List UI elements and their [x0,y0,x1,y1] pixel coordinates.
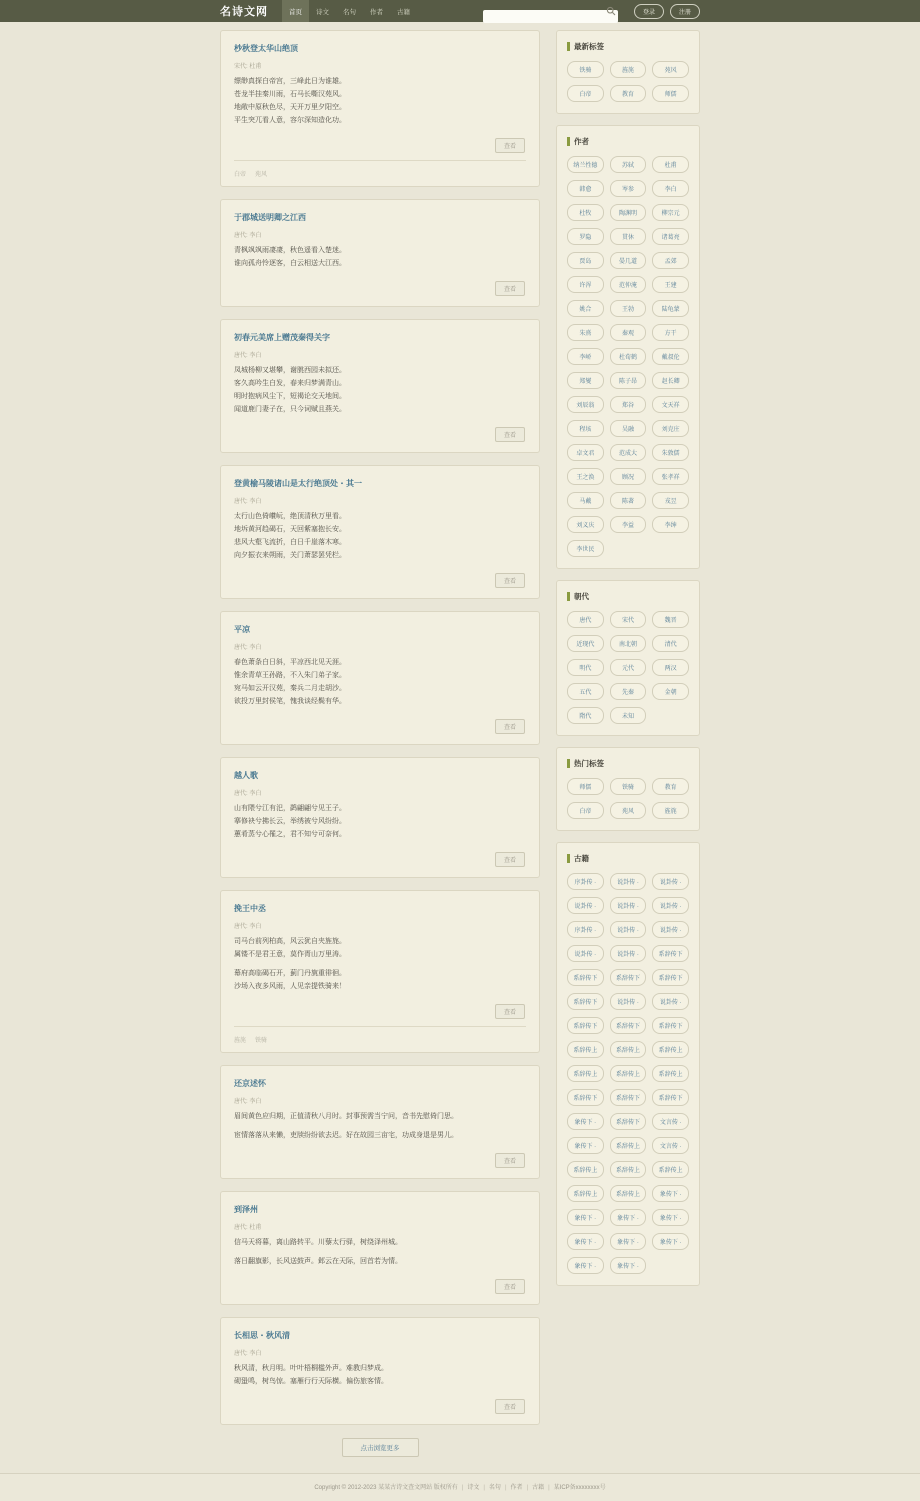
dynasty-link[interactable]: 宋代 [610,611,647,628]
view-button[interactable]: 查看 [495,427,525,442]
poem-actions [235,849,525,867]
footer-link[interactable]: | 作者 [501,1485,523,1491]
tag-link[interactable]: 白帝 [567,85,604,102]
poem-line: 客久高吟生白发，春来归梦满青山。 [234,380,346,387]
poem-line: 向夕振衣来朔雨，关门萧瑟罢凭栏。 [234,552,346,559]
load-more-wrap [220,1437,540,1457]
dynasties-title [567,591,689,602]
poem-tags-row [234,1026,526,1044]
book-chapter-link[interactable]: 系辞传下 [652,945,689,962]
poem-author: 李白 [249,645,262,651]
tag-link[interactable]: 教育 [610,85,647,102]
book-chapter-link[interactable]: 系辞传上 [567,1161,604,1178]
book-chapter-link[interactable]: 说卦传 · [610,897,647,914]
tag-link[interactable]: 苑风 [652,61,689,78]
book-chapter-link[interactable]: 系辞传下 [567,1089,604,1106]
tag-link[interactable]: 旌旄 [652,802,689,819]
poem-author: 李白 [249,233,262,239]
footer [0,1473,920,1501]
book-chapter-link[interactable]: 象传下 · [652,1233,689,1250]
poem-title-link[interactable]: 初春元美席上赠茂秦得关字 [234,332,330,342]
section-accent-bar [567,42,570,51]
book-chapter-link[interactable]: 系辞传下 [567,1017,604,1034]
poem-line: 欲投万里封侯笔，愧我谈经鬓有华。 [234,698,346,705]
poem-dynasty: 唐代 [234,1351,247,1357]
author-link[interactable]: 杜甫 [652,156,689,173]
author-link[interactable]: 刘辰翁 [567,396,604,413]
poem-dynasty: 唐代 [234,499,247,505]
book-chapter-link[interactable]: 系辞传上 [567,1185,604,1202]
poem-tag-link[interactable]: 白帝 [234,172,247,178]
author-link[interactable]: 孟郊 [652,252,689,269]
poem-body [234,1236,526,1268]
icp-number: | 某ICP备xxxxxxxx号 [544,1485,606,1491]
dynasty-link[interactable]: 未知 [610,707,647,724]
author-link[interactable]: 朱熹 [567,324,604,341]
book-chapter-link[interactable]: 系辞传上 [610,1185,647,1202]
author-link[interactable]: 马戴 [567,492,604,509]
view-button[interactable]: 查看 [495,138,525,153]
book-chapter-link[interactable]: 说卦传 · [610,873,647,890]
book-chapter-link[interactable]: 象传下 · [652,1209,689,1226]
section-accent-bar [567,137,570,146]
dynasty-link[interactable]: 魏晋 [652,611,689,628]
author-link[interactable]: 陈著 [610,492,647,509]
view-button[interactable]: 查看 [495,1004,525,1019]
dynasties-grid [567,611,689,724]
poem-line: 属镂不是君王意，莫作胥山万里涛。 [234,951,346,958]
poem-line: 凤城杨柳又堪攀，谢朓西园未拟还。 [234,367,346,374]
author-link[interactable]: 张孝祥 [652,468,689,485]
poem-card [220,465,540,599]
book-chapter-link[interactable]: 象传下 · [610,1209,647,1226]
author-link[interactable]: 陶渊明 [610,204,647,221]
tag-link[interactable]: 师儒 [567,778,604,795]
footer-link[interactable]: | 诗文 [458,1485,480,1491]
author-link[interactable]: 李益 [610,516,647,533]
dynasty-link[interactable]: 先秦 [610,683,647,700]
book-chapter-link[interactable]: 说卦传 · [610,993,647,1010]
author-link[interactable]: 郑谷 [610,396,647,413]
hot-tags-grid [567,778,689,819]
dynasty-link[interactable]: 隋代 [567,707,604,724]
poem-meta: 唐代: 李白 [234,791,262,797]
book-chapter-link[interactable]: 系辞传下 [567,969,604,986]
poem-line: 地坼黄河趋碣石，天回紫塞抱长安。 [234,526,346,533]
poem-actions [235,1396,525,1414]
poem-dynasty: 唐代 [234,1099,247,1105]
section-title-text: 热门标签 [574,759,604,768]
poem-author: 李白 [249,1351,262,1357]
poem-body [234,75,526,127]
search-icon[interactable] [606,6,616,16]
poem-tag-link[interactable]: 苑风 [255,172,268,178]
author-link[interactable]: 王勃 [610,300,647,317]
author-link[interactable]: 朱敦儒 [652,444,689,461]
poem-title-link[interactable]: 到泽州 [234,1204,258,1214]
register-button[interactable]: 注册 [670,4,700,19]
book-chapter-link[interactable]: 系辞传上 [610,1041,647,1058]
poem-line: 山有隈兮江有汜，鹢翩翩兮见王子。 [234,805,346,812]
author-link[interactable]: 秦观 [610,324,647,341]
book-chapter-link[interactable]: 系辞传上 [567,1041,604,1058]
poem-tag-link[interactable]: 铁骑 [255,1038,268,1044]
poem-dynasty: 宋代 [234,64,247,70]
author-link[interactable]: 李峤 [567,348,604,365]
poem-card [220,757,540,878]
poem-meta: 宋代: 杜甫 [234,64,262,70]
dynasty-link[interactable]: 五代 [567,683,604,700]
main-nav [282,0,417,22]
poem-line: 地敞中原秋色尽，天开万里夕阳空。 [234,104,346,111]
poem-title-link[interactable]: 登黄榆马陵诸山是太行绝顶处・其一 [234,478,362,488]
dynasty-link[interactable]: 清代 [652,635,689,652]
poem-dynasty: 唐代 [234,353,247,359]
poem-author: 李白 [249,353,262,359]
nav-item[interactable]: 诗文 [316,8,329,16]
poem-line: 惟余青草王孙路，不入朱门弟子家。 [234,672,346,679]
dynasty-link[interactable]: 近现代 [567,635,604,652]
author-link[interactable]: 顾况 [610,468,647,485]
poem-title-link[interactable]: 还京述怀 [234,1078,266,1088]
author-link[interactable]: 贾岛 [567,252,604,269]
poem-meta: 唐代: 杜甫 [234,1225,262,1231]
poem-card [220,890,540,1053]
book-chapter-link[interactable]: 文言传 · [652,1113,689,1130]
poem-body [234,935,526,993]
poem-meta: 唐代: 李白 [234,1351,262,1357]
view-button[interactable]: 查看 [495,281,525,296]
books-grid [567,873,689,1274]
dynasty-link[interactable]: 元代 [610,659,647,676]
section-accent-bar [567,854,570,863]
poem-dynasty: 唐代 [234,645,247,651]
poem-body [234,802,526,841]
view-button[interactable]: 查看 [495,573,525,588]
dynasty-link[interactable]: 明代 [567,659,604,676]
author-link[interactable]: 陆龟蒙 [652,300,689,317]
poem-line: 信马天将暮，离山路转平。川藜太行驿，树绕泽州城。 [234,1239,402,1246]
author-link[interactable]: 许浑 [567,276,604,293]
author-link[interactable]: 程垓 [567,420,604,437]
poem-line: 落日翻旗影，长风送鼓声。邺云在天际，回首若为情。 [234,1258,402,1265]
poem-line: 司马台前列柏高，风云犹自夹旌旄。 [234,938,346,945]
poem-line: 眉间黄色应归期，正值清秋八月时。封事预需当宁问，音书先慰倚门思。 [234,1113,458,1120]
hot-tags-title [567,758,689,769]
section-title-text: 最新标签 [574,42,604,51]
main-content [220,22,700,1473]
poem-body [234,1110,526,1142]
nav-item[interactable]: 作者 [370,8,383,16]
author-link[interactable]: 戎昱 [652,492,689,509]
dynasty-link[interactable]: 唐代 [567,611,604,628]
latest-tags-title [567,41,689,52]
poem-actions [235,716,525,734]
author-link[interactable]: 诸葛亮 [652,228,689,245]
poem-author: 李白 [249,499,262,505]
section-title-text: 古籍 [574,854,589,863]
section-title-text: 朝代 [574,592,589,601]
books-title [567,853,689,864]
poem-card [220,30,540,187]
dynasty-link[interactable]: 两汉 [652,659,689,676]
poem-line: 太行山色倚巑岏，绝顶清秋万里看。 [234,513,346,520]
book-chapter-link[interactable]: 系辞传上 [610,1161,647,1178]
book-chapter-link[interactable]: 系辞传上 [652,1041,689,1058]
book-chapter-link[interactable]: 说卦传 · [652,921,689,938]
poem-card [220,1317,540,1425]
poem-tag-link[interactable]: 旌旄 [234,1038,247,1044]
poem-line: 搴修袂兮拂长云，举绣被兮风纷纷。 [234,818,346,825]
poem-author: 李白 [249,1099,262,1105]
book-chapter-link[interactable]: 象传下 · [567,1209,604,1226]
site-logo[interactable]: 名诗文网 [220,5,268,18]
tag-link[interactable]: 苑风 [610,802,647,819]
hot-tags-box [556,747,700,831]
poem-line: 春色萧条白日斜，平凉西北见天涯。 [234,659,346,666]
poem-line: 平生突兀看人意，容尔深知造化功。 [234,117,346,124]
author-link[interactable]: 姚合 [567,300,604,317]
author-link[interactable]: 晏几道 [610,252,647,269]
book-chapter-link[interactable]: 序卦传 · [567,873,604,890]
view-button[interactable]: 查看 [495,1279,525,1294]
author-link[interactable]: 王建 [652,276,689,293]
poem-line: 沙场入夜多风雨，人见亲提铁骑来！ [234,983,346,990]
poem-title-link[interactable]: 挽王中丞 [234,903,266,913]
author-link[interactable]: 岑参 [610,180,647,197]
poem-card [220,1065,540,1179]
poem-card [220,199,540,307]
book-chapter-link[interactable]: 系辞传下 [652,1089,689,1106]
poem-dynasty: 唐代 [234,233,247,239]
poem-actions [235,135,525,153]
book-chapter-link[interactable]: 说卦传 · [652,873,689,890]
author-link[interactable]: 陈子昂 [610,372,647,389]
copyright-text: Copyright © 2012-2023 某某古诗文查文网站 版权所有 [314,1485,458,1491]
poem-dynasty: 唐代 [234,791,247,797]
poem-line: 宦情落落从来懒，吏牍纷纷欲去迟。好在故园三亩宅，功成身退是男儿。 [234,1132,458,1139]
book-chapter-link[interactable]: 系辞传上 [610,1137,647,1154]
poem-meta: 唐代: 李白 [234,645,262,651]
author-link[interactable]: 文天祥 [652,396,689,413]
section-title-text: 作者 [574,137,589,146]
footer-links [458,1485,544,1491]
poem-meta: 唐代: 李白 [234,924,262,930]
poem-line: 幕府高临碣石开，蓟门丹旐重徘徊。 [234,970,346,977]
author-link[interactable]: 苏轼 [610,156,647,173]
poem-body [234,1362,526,1388]
poem-line: 蕙肴蒸兮心罹之，君不知兮可奈何。 [234,831,346,838]
view-button[interactable]: 查看 [495,719,525,734]
dynasty-link[interactable]: 南北朝 [610,635,647,652]
book-chapter-link[interactable]: 系辞传下 [610,969,647,986]
poem-body [234,244,526,270]
author-link[interactable]: 王之涣 [567,468,604,485]
poem-line: 谁向孤舟怜逐客，白云相送大江西。 [234,260,346,267]
book-chapter-link[interactable]: 象传下 · [567,1257,604,1274]
footer-link[interactable]: | 古籍 [523,1485,545,1491]
poem-title-link[interactable]: 杪秋登太华山绝顶 [234,43,298,53]
book-chapter-link[interactable]: 序卦传 · [567,921,604,938]
poem-body [234,656,526,708]
book-chapter-link[interactable]: 象传下 · [610,1233,647,1250]
author-link[interactable]: 刘义庆 [567,516,604,533]
poem-dynasty: 唐代 [234,924,247,930]
book-chapter-link[interactable]: 说卦传 · [652,993,689,1010]
poem-meta: 唐代: 李白 [234,353,262,359]
poem-title-link[interactable]: 长相思・秋风清 [234,1330,290,1340]
poem-line: 秋风清，秋月明。叶叶梧桐槛外声。难教归梦成。 [234,1365,388,1372]
books-box [556,842,700,1286]
book-chapter-link[interactable]: 说卦传 · [567,945,604,962]
author-link[interactable]: 杜牧 [567,204,604,221]
poem-dynasty: 唐代 [234,1225,247,1231]
author-link[interactable]: 柳宗元 [652,204,689,221]
poem-line: 明时抱病风尘下，短褐论交天地间。 [234,393,346,400]
login-button[interactable]: 登录 [634,4,664,19]
poem-actions [235,1150,525,1168]
tag-link[interactable]: 铁骑 [567,61,604,78]
nav-item[interactable]: 古籍 [397,8,410,16]
load-more-button[interactable]: 点击浏览更多 [342,1438,419,1457]
latest-tags-box [556,30,700,114]
poem-actions [235,1276,525,1294]
poem-line: 青枫飒飒雨凄凄，秋色遥看入楚迷。 [234,247,346,254]
book-chapter-link[interactable]: 系辞传上 [610,1065,647,1082]
tag-link[interactable]: 旌旄 [610,61,647,78]
book-chapter-link[interactable]: 系辞传下 [567,993,604,1010]
author-link[interactable]: 卓文君 [567,444,604,461]
book-chapter-link[interactable]: 文言传 · [652,1137,689,1154]
book-chapter-link[interactable]: 系辞传下 [652,969,689,986]
author-link[interactable]: 李白 [652,180,689,197]
author-link[interactable]: 刘克庄 [652,420,689,437]
author-link[interactable]: 方干 [652,324,689,341]
poem-card [220,319,540,453]
author-link[interactable]: 赵长卿 [652,372,689,389]
poem-card [220,1191,540,1305]
tag-link[interactable]: 师儒 [652,85,689,102]
poem-line: 闻道鹿门妻子在，只今词赋且燕关。 [234,406,346,413]
poem-title-link[interactable]: 平凉 [234,624,250,634]
author-link[interactable]: 杜荀鹤 [610,348,647,365]
authors-box [556,125,700,569]
author-link[interactable]: 李世民 [567,540,604,557]
author-link[interactable]: 韩愈 [567,180,604,197]
book-chapter-link[interactable]: 说卦传 · [610,921,647,938]
book-chapter-link[interactable]: 象传下 · [652,1185,689,1202]
sidebar [556,30,700,1297]
poem-actions [235,424,525,442]
nav-item[interactable]: 首页 [282,0,309,22]
poem-body [234,510,526,562]
author-link[interactable]: 郑燮 [567,372,604,389]
poem-list [220,30,540,1473]
poem-title-link[interactable]: 于郡城送明卿之江西 [234,212,306,222]
authors-grid [567,156,689,557]
tag-link[interactable]: 白帝 [567,802,604,819]
author-link[interactable]: 罗隐 [567,228,604,245]
poem-actions [235,278,525,296]
view-button[interactable]: 查看 [495,852,525,867]
authors-title [567,136,689,147]
poem-body [234,364,526,416]
book-chapter-link[interactable]: 象传下 · [567,1137,604,1154]
book-chapter-link[interactable]: 象传下 · [567,1113,604,1130]
dynasty-link[interactable]: 金朝 [652,683,689,700]
tag-link[interactable]: 铁骑 [610,778,647,795]
poem-actions [235,1001,525,1019]
nav-item[interactable]: 名句 [343,8,356,16]
book-chapter-link[interactable]: 系辞传下 [610,1017,647,1034]
poem-line: 苍龙半挂秦川雨，石马长嘶汉苑风。 [234,91,346,98]
section-accent-bar [567,759,570,768]
book-chapter-link[interactable]: 说卦传 · [567,897,604,914]
author-link[interactable]: 贯休 [610,228,647,245]
poem-line: 悲风大壑飞流折，白日千崖落木寒。 [234,539,346,546]
author-link[interactable]: 范仲淹 [610,276,647,293]
poem-meta: 唐代: 李白 [234,233,262,239]
section-accent-bar [567,592,570,601]
author-link[interactable]: 吴融 [610,420,647,437]
poem-meta: 唐代: 李白 [234,499,262,505]
footer-link[interactable]: | 名句 [479,1485,501,1491]
author-link[interactable]: 李绅 [652,516,689,533]
book-chapter-link[interactable]: 系辞传下 [610,1089,647,1106]
poem-line: 宛马如云开汉苑，秦兵二月走胡沙。 [234,685,346,692]
poem-author: 杜甫 [249,1225,262,1231]
book-chapter-link[interactable]: 说卦传 · [652,897,689,914]
latest-tags-grid [567,61,689,102]
top-header-bar [0,0,920,22]
view-button[interactable]: 查看 [495,1399,525,1414]
book-chapter-link[interactable]: 系辞传下 [610,1113,647,1130]
poem-title-link[interactable]: 越人歌 [234,770,258,780]
poem-card [220,611,540,745]
author-link[interactable]: 范成大 [610,444,647,461]
book-chapter-link[interactable]: 系辞传上 [652,1065,689,1082]
poem-author: 李白 [249,924,262,930]
poem-meta: 唐代: 李白 [234,1099,262,1105]
search-box [483,5,618,18]
poem-author: 李白 [249,791,262,797]
dynasties-box [556,580,700,736]
author-link[interactable]: 纳兰性德 [567,156,604,173]
poem-tags-row [234,160,526,178]
search-input[interactable] [483,10,618,23]
poem-line: 缥缈真探白帝宫，三峰此日为谁雄。 [234,78,346,85]
book-chapter-link[interactable]: 说卦传 · [610,945,647,962]
book-chapter-link[interactable]: 象传下 · [567,1233,604,1250]
book-chapter-link[interactable]: 系辞传上 [652,1161,689,1178]
poem-line: 砌蛩鸣，树鸟惊。塞雁行行天际横。偏伤旅客情。 [234,1378,388,1385]
poem-author: 杜甫 [249,64,262,70]
view-button[interactable]: 查看 [495,1153,525,1168]
tag-link[interactable]: 教育 [652,778,689,795]
poem-actions [235,570,525,588]
book-chapter-link[interactable]: 象传下 · [610,1257,647,1274]
book-chapter-link[interactable]: 系辞传下 [652,1017,689,1034]
author-link[interactable]: 戴叔伦 [652,348,689,365]
book-chapter-link[interactable]: 系辞传上 [567,1065,604,1082]
